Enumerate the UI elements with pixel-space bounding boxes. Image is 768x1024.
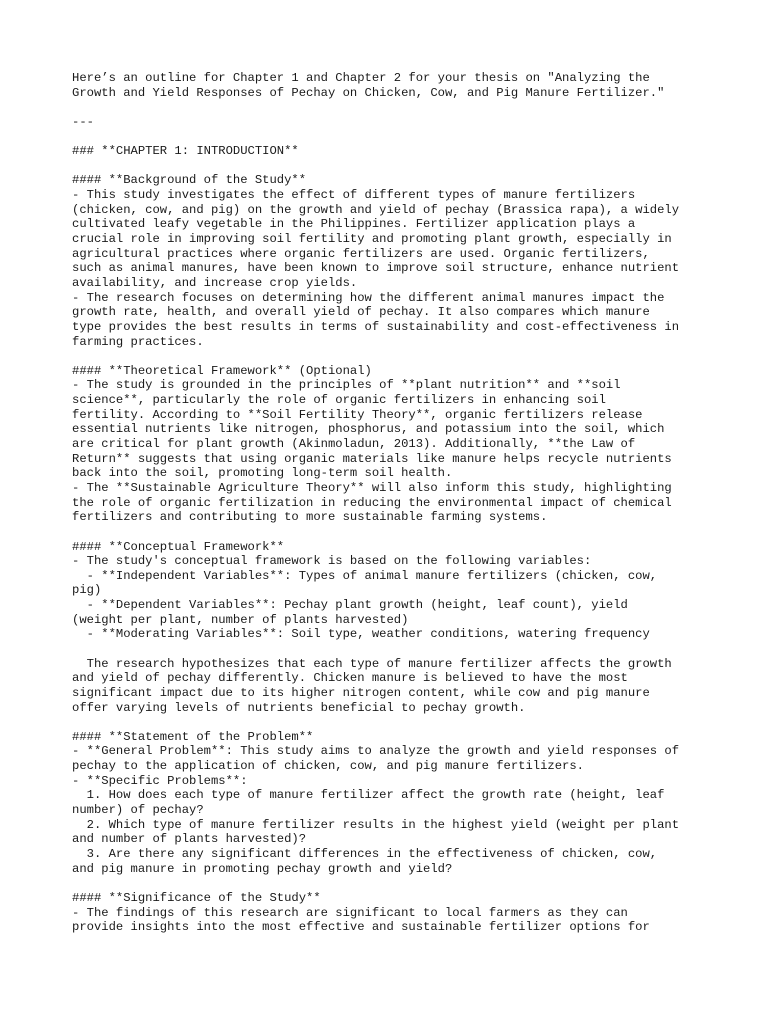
document-line: (weight per plant, number of plants harvested) (72, 612, 409, 627)
document-line: - This study investigates the effect of different types of manure fertilizers (72, 188, 636, 203)
document-line: availability, and increase crop yields. (72, 275, 358, 290)
document-line: pechay to the application of chicken, cow, and pig manure fertilizers. (72, 759, 584, 774)
document-line: offer varying levels of nutrients beneficial to pechay growth. (72, 700, 526, 715)
document-line: Growth and Yield Responses of Pechay on Chicken, Cow, and Pig Manure Fertilizer." (72, 85, 665, 100)
document-text (72, 71, 712, 935)
document-line: back into the soil, promoting long-term soil health. (72, 466, 453, 481)
document-line: type provides the best results in terms of sustainability and cost-effectiveness in (72, 319, 680, 334)
document-line: number) of pechay? (72, 803, 204, 818)
document-line: 2. Which type of manure fertilizer results in the highest yield (weight per plant (72, 817, 680, 832)
document-line: 3. Are there any significant differences in the effectiveness of chicken, cow, (72, 846, 658, 861)
document-line: - **Dependent Variables**: Pechay plant growth (height, leaf count), yield (72, 598, 628, 613)
document-line: #### **Statement of the Problem** (72, 729, 314, 744)
document-line: pig) (72, 583, 102, 598)
document-line: and pig manure in promoting pechay growth and yield? (72, 861, 453, 876)
document-line: fertilizers and contributing to more sustainable farming systems. (72, 510, 548, 525)
document-line: are critical for plant growth (Akinmoladun, 2013). Additionally, **the Law of (72, 437, 636, 452)
document-line: Return** suggests that using organic materials like manure helps recycle nutrients (72, 451, 672, 466)
document-line (72, 876, 712, 891)
document-line (72, 715, 712, 730)
document-line (72, 159, 712, 174)
document-line: crucial role in improving soil fertility and promoting plant growth, especially in (72, 232, 672, 247)
document-line: the role of organic fertilization in reducing the environmental impact of chemical (72, 495, 672, 510)
document-line: science**, particularly the role of organic fertilizers in enhancing soil (72, 393, 606, 408)
document-line: significant impact due to its higher nitrogen content, while cow and pig manure (72, 685, 650, 700)
document-line: - The **Sustainable Agriculture Theory** will also inform this study, highlighting (72, 480, 672, 495)
document-line: The research hypothesizes that each type of manure fertilizer affects the growth (72, 656, 672, 671)
document-line: #### **Significance of the Study** (72, 890, 321, 905)
document-line: and yield of pechay differently. Chicken manure is believed to have the most (72, 671, 628, 686)
document-line: - **Independent Variables**: Types of animal manure fertilizers (chicken, cow, (72, 568, 658, 583)
document-line: Here’s an outline for Chapter 1 and Chapter 2 for your thesis on "Analyzing the (72, 71, 650, 85)
document-line: essential nutrients like nitrogen, phosphorus, and potassium into the soil, which (72, 422, 665, 437)
document-line: --- (72, 114, 94, 129)
document-line: - **General Problem**: This study aims to analyze the growth and yield responses of (72, 744, 680, 759)
document-line: agricultural practices where organic fertilizers are used. Organic fertilizers, (72, 246, 650, 261)
document-line (72, 349, 712, 364)
document-line: #### **Theoretical Framework** (Optional) (72, 363, 372, 378)
document-line: and number of plants harvested)? (72, 832, 307, 847)
document-line: (chicken, cow, and pig) on the growth and yield of pechay (Brassica rapa), a widely (72, 202, 680, 217)
document-line: - The research focuses on determining how the different animal manures impact the (72, 290, 665, 305)
document-line: - The findings of this research are significant to local farmers as they can (72, 905, 628, 920)
document-line: 1. How does each type of manure fertilizer affect the growth rate (height, leaf (72, 788, 665, 803)
document-line: such as animal manures, have been known to improve soil structure, enhance nutrient (72, 261, 680, 276)
document-line: growth rate, health, and overall yield of pechay. It also compares which manure (72, 305, 650, 320)
document-line (72, 130, 712, 145)
document-line: - **Moderating Variables**: Soil type, weather conditions, watering frequency (72, 627, 650, 642)
document-line (72, 525, 712, 540)
document-line: #### **Background of the Study** (72, 173, 307, 188)
document-line: farming practices. (72, 334, 204, 349)
document-line: - The study's conceptual framework is based on the following variables: (72, 554, 592, 569)
document-line: cultivated leafy vegetable in the Philippines. Fertilizer application plays a (72, 217, 636, 232)
document-line: - The study is grounded in the principles of **plant nutrition** and **soil (72, 378, 621, 393)
document-line: #### **Conceptual Framework** (72, 539, 285, 554)
document-line: provide insights into the most effective and sustainable fertilizer options for (72, 920, 650, 935)
document-line: fertility. According to **Soil Fertility Theory**, organic fertilizers release (72, 407, 643, 422)
document-line: - **Specific Problems**: (72, 773, 248, 788)
document-line (72, 642, 712, 657)
document-line: ### **CHAPTER 1: INTRODUCTION** (72, 144, 299, 159)
document-line (72, 100, 712, 115)
